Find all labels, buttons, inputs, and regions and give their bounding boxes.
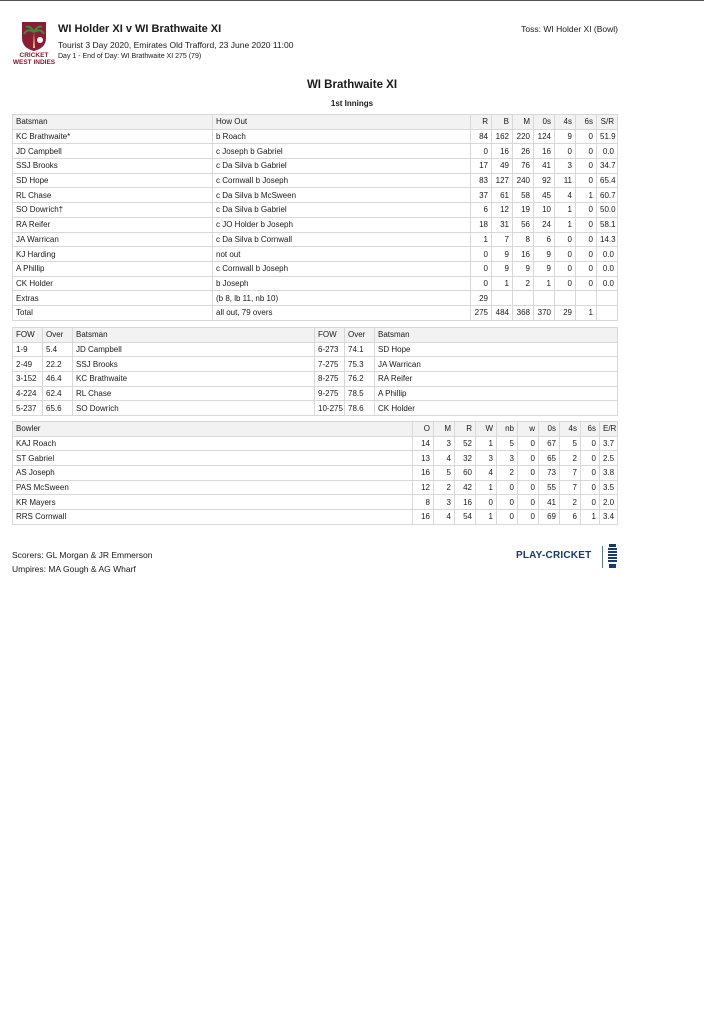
fow-header-row (13, 328, 618, 343)
scorers: Scorers: GL Morgan & JR Emmerson (12, 550, 153, 560)
table-row (13, 203, 618, 218)
batting-cell: JD Campbell (13, 144, 213, 159)
batting-cell: 127 (492, 173, 513, 188)
logo-line-2: WEST INDIES (12, 59, 56, 66)
bowling-header-cell: nb (497, 422, 518, 437)
batting-cell: 0 (576, 173, 597, 188)
table-row (13, 129, 618, 144)
batting-cell: 1 (471, 232, 492, 247)
bowling-cell: 1 (476, 510, 497, 525)
bowling-cell: 0 (497, 495, 518, 510)
bowling-cell: 60 (455, 466, 476, 481)
play-cricket-logo: PLAY-CRICKET (516, 550, 592, 561)
fow-cell: 65.6 (43, 401, 73, 416)
bowling-header-cell: R (455, 422, 476, 437)
batting-header-cell: R (471, 115, 492, 130)
table-row (13, 247, 618, 262)
batting-cell: 0 (576, 261, 597, 276)
bowling-header-cell: 6s (581, 422, 600, 437)
batting-cell: b Joseph (213, 276, 471, 291)
batting-cell: 56 (513, 217, 534, 232)
bowling-cell: 5 (497, 436, 518, 451)
bowling-cell: 0 (518, 480, 539, 495)
ecb-crest-icon (607, 544, 618, 570)
batting-cell (555, 291, 576, 306)
batting-cell: 14.3 (597, 232, 618, 247)
fow-cell: 3-152 (13, 372, 43, 387)
fow-cell: 22.2 (43, 357, 73, 372)
bowling-cell: 0 (581, 466, 600, 481)
bowling-cell: 0 (476, 495, 497, 510)
batting-cell: RA Reifer (13, 217, 213, 232)
batting-cell: SSJ Brooks (13, 159, 213, 174)
bowling-cell: 69 (539, 510, 560, 525)
batting-cell: 0 (555, 144, 576, 159)
batting-cell: 10 (534, 203, 555, 218)
fow-cell: SSJ Brooks (73, 357, 315, 372)
batting-cell: 83 (471, 173, 492, 188)
fow-cell: 75.3 (345, 357, 375, 372)
match-status: Day 1 - End of Day: WI Brathwaite XI 275 (79) (58, 53, 202, 60)
batting-cell: 0.0 (597, 144, 618, 159)
batting-cell: 50.0 (597, 203, 618, 218)
batting-cell: 0 (471, 276, 492, 291)
fow-cell: 7-275 (315, 357, 345, 372)
bowling-header-row (13, 422, 618, 437)
bowling-cell: 4 (434, 510, 455, 525)
fow-cell: 74.1 (345, 342, 375, 357)
batting-cell: 92 (534, 173, 555, 188)
bowling-header-cell: W (476, 422, 497, 437)
fow-cell: 5-237 (13, 401, 43, 416)
table-row (13, 276, 618, 291)
batting-cell: 9 (492, 261, 513, 276)
match-header (12, 20, 618, 72)
bowling-cell: 67 (539, 436, 560, 451)
bowling-header-cell: 4s (560, 422, 581, 437)
batting-cell: 19 (513, 203, 534, 218)
bowling-cell: RRS Cornwall (13, 510, 413, 525)
fow-cell: SD Hope (375, 342, 618, 357)
table-row (13, 480, 618, 495)
batting-header-cell: How Out (213, 115, 471, 130)
batting-cell: 0 (576, 247, 597, 262)
table-row (13, 372, 618, 387)
batting-cell: 16 (534, 144, 555, 159)
batting-cell: 2 (513, 276, 534, 291)
bowling-cell: 0 (497, 480, 518, 495)
bowling-cell: 3 (476, 451, 497, 466)
batting-cell: 0 (576, 159, 597, 174)
fow-cell: KC Brathwaite (73, 372, 315, 387)
batting-cell: b Roach (213, 129, 471, 144)
bowling-cell: 0 (581, 436, 600, 451)
bowling-cell: KAJ Roach (13, 436, 413, 451)
batting-header-cell: M (513, 115, 534, 130)
table-row (13, 451, 618, 466)
batting-header-cell: S/R (597, 115, 618, 130)
bowling-cell: 4 (434, 451, 455, 466)
fow-cell: 78.6 (345, 401, 375, 416)
table-row (13, 261, 618, 276)
batting-cell: 37 (471, 188, 492, 203)
batting-cell: c Cornwall b Joseph (213, 261, 471, 276)
batting-cell: 0 (576, 203, 597, 218)
batting-cell: 240 (513, 173, 534, 188)
table-row (13, 232, 618, 247)
batting-cell: 162 (492, 129, 513, 144)
batting-cell: KC Brathwaite* (13, 129, 213, 144)
fow-header-cell: FOW (13, 328, 43, 343)
bowling-cell: 12 (413, 480, 434, 495)
bowling-table (12, 421, 618, 525)
fow-cell: A Phillip (375, 386, 618, 401)
batting-cell (576, 291, 597, 306)
brand-divider (602, 546, 603, 568)
batting-cell: 0.0 (597, 276, 618, 291)
fow-cell: 78.5 (345, 386, 375, 401)
batting-cell: 0 (555, 232, 576, 247)
batting-cell: 0 (471, 144, 492, 159)
batting-cell: SO Dowrich† (13, 203, 213, 218)
batting-cell: 29 (471, 291, 492, 306)
match-subtitle: Tourist 3 Day 2020, Emirates Old Trafford, 23 June 2020 11:00 (58, 40, 294, 50)
batting-cell: c Da Silva b McSween (213, 188, 471, 203)
bowling-cell: 0 (518, 495, 539, 510)
batting-table (12, 114, 618, 321)
batting-cell: 0 (576, 276, 597, 291)
batting-cell: 9 (534, 247, 555, 262)
bowling-cell: 3.8 (600, 466, 618, 481)
batting-cell: c Da Silva b Gabriel (213, 203, 471, 218)
fow-header-cell: Batsman (375, 328, 618, 343)
batting-cell: 18 (471, 217, 492, 232)
table-row (13, 342, 618, 357)
batting-cell: 31 (492, 217, 513, 232)
bowling-cell: 13 (413, 451, 434, 466)
bowling-cell: 32 (455, 451, 476, 466)
umpires: Umpires: MA Gough & AG Wharf (12, 564, 136, 574)
table-row (13, 510, 618, 525)
batting-cell: 275 (471, 305, 492, 320)
bowling-cell: 2 (497, 466, 518, 481)
match-title: WI Holder XI v WI Brathwaite XI (58, 23, 222, 35)
fow-cell: 10-275 (315, 401, 345, 416)
batting-cell: (b 8, lb 11, nb 10) (213, 291, 471, 306)
fow-cell: SO Dowrich (73, 401, 315, 416)
top-border (0, 0, 704, 1)
batting-cell: 0.0 (597, 247, 618, 262)
batting-cell: 9 (492, 247, 513, 262)
fow-cell: 46.4 (43, 372, 73, 387)
bowling-cell: KR Mayers (13, 495, 413, 510)
batting-cell: 1 (576, 188, 597, 203)
batting-header-cell: 0s (534, 115, 555, 130)
batting-cell: Extras (13, 291, 213, 306)
bowling-cell: 0 (581, 480, 600, 495)
bowling-cell: 3 (434, 495, 455, 510)
batting-cell: 65.4 (597, 173, 618, 188)
fow-header-cell: FOW (315, 328, 345, 343)
bowling-cell: 2 (560, 495, 581, 510)
toss-info: Toss: WI Holder XI (Bowl) (521, 24, 618, 34)
fow-header-cell: Over (43, 328, 73, 343)
batting-cell (597, 305, 618, 320)
batting-cell: JA Warrican (13, 232, 213, 247)
bowling-cell: 1 (581, 510, 600, 525)
bowling-header-cell: O (413, 422, 434, 437)
bowling-cell: 73 (539, 466, 560, 481)
batting-cell: KJ Harding (13, 247, 213, 262)
bowling-cell: 16 (455, 495, 476, 510)
batting-cell: 0 (555, 247, 576, 262)
bowling-cell: 2 (434, 480, 455, 495)
bowling-cell: 8 (413, 495, 434, 510)
batting-cell: 84 (471, 129, 492, 144)
batting-cell: c JO Holder b Joseph (213, 217, 471, 232)
batting-cell: 9 (555, 129, 576, 144)
fow-header-cell: Batsman (73, 328, 315, 343)
bowling-cell: 0 (518, 451, 539, 466)
batting-cell: 370 (534, 305, 555, 320)
fow-cell: 2-49 (13, 357, 43, 372)
bowling-cell: 52 (455, 436, 476, 451)
batting-cell: not out (213, 247, 471, 262)
fow-cell: 76.2 (345, 372, 375, 387)
batting-cell: 0 (471, 247, 492, 262)
batting-cell: 7 (492, 232, 513, 247)
bowling-header-cell: M (434, 422, 455, 437)
table-row (13, 291, 618, 306)
batting-cell: 9 (534, 261, 555, 276)
bowling-cell: 3.4 (600, 510, 618, 525)
bowling-cell: PAS McSween (13, 480, 413, 495)
table-row (13, 466, 618, 481)
batting-cell: 4 (555, 188, 576, 203)
batting-cell: 0 (471, 261, 492, 276)
bowling-cell: 0 (497, 510, 518, 525)
table-row (13, 305, 618, 320)
batting-cell (534, 291, 555, 306)
batting-header-row (13, 115, 618, 130)
palm-shield-icon (12, 20, 56, 52)
bowling-cell: 0 (518, 466, 539, 481)
fow-cell: 9-275 (315, 386, 345, 401)
bowling-cell: 1 (476, 436, 497, 451)
batting-cell: 124 (534, 129, 555, 144)
table-row (13, 188, 618, 203)
bowling-cell: 42 (455, 480, 476, 495)
batting-cell: c Cornwall b Joseph (213, 173, 471, 188)
batting-cell: c Joseph b Gabriel (213, 144, 471, 159)
table-row (13, 386, 618, 401)
batting-cell: 8 (513, 232, 534, 247)
bowling-cell: 0 (581, 495, 600, 510)
fow-cell: 62.4 (43, 386, 73, 401)
bowling-cell: 3.7 (600, 436, 618, 451)
bowling-header-cell: w (518, 422, 539, 437)
batting-cell: 3 (555, 159, 576, 174)
bowling-header-cell: 0s (539, 422, 560, 437)
bowling-header-cell: E/R (600, 422, 618, 437)
batting-cell: 368 (513, 305, 534, 320)
batting-cell: 0 (576, 232, 597, 247)
bowling-cell: 55 (539, 480, 560, 495)
batting-cell (597, 291, 618, 306)
bowling-cell: 2.0 (600, 495, 618, 510)
bowling-header-cell: Bowler (13, 422, 413, 437)
bowling-cell: 0 (518, 510, 539, 525)
bowling-cell: 41 (539, 495, 560, 510)
bowling-cell: 65 (539, 451, 560, 466)
bowling-cell: 16 (413, 466, 434, 481)
bowling-cell: 4 (476, 466, 497, 481)
batting-cell: RL Chase (13, 188, 213, 203)
batting-header-cell: 6s (576, 115, 597, 130)
bowling-cell: 7 (560, 480, 581, 495)
bowling-cell: 3 (434, 436, 455, 451)
batting-cell: CK Holder (13, 276, 213, 291)
table-row (13, 357, 618, 372)
fow-cell: 5.4 (43, 342, 73, 357)
batting-cell: SD Hope (13, 173, 213, 188)
batting-cell: A Phillip (13, 261, 213, 276)
batting-cell: Total (13, 305, 213, 320)
batting-cell (492, 291, 513, 306)
batting-cell: 49 (492, 159, 513, 174)
batting-cell: 0 (555, 261, 576, 276)
fow-cell: JD Campbell (73, 342, 315, 357)
batting-cell: 9 (513, 261, 534, 276)
batting-cell: 26 (513, 144, 534, 159)
bowling-cell: 0 (581, 451, 600, 466)
fow-header-cell: Over (345, 328, 375, 343)
batting-cell: c Da Silva b Cornwall (213, 232, 471, 247)
logo-line-1: CRICKET (19, 52, 49, 59)
table-row (13, 401, 618, 416)
bowling-cell: 3 (497, 451, 518, 466)
batting-header-cell: 4s (555, 115, 576, 130)
batting-cell: 0.0 (597, 261, 618, 276)
batting-cell: 17 (471, 159, 492, 174)
batting-cell: 6 (471, 203, 492, 218)
batting-cell: 45 (534, 188, 555, 203)
batting-cell: 1 (492, 276, 513, 291)
batting-cell: 1 (555, 217, 576, 232)
bowling-cell: 5 (560, 436, 581, 451)
bowling-cell: 16 (413, 510, 434, 525)
cricket-west-indies-logo (12, 20, 56, 70)
batting-cell: 6 (534, 232, 555, 247)
fow-cell: 4-224 (13, 386, 43, 401)
fow-cell: 1-9 (13, 342, 43, 357)
fow-cell: CK Holder (375, 401, 618, 416)
bowling-cell: 1 (476, 480, 497, 495)
bowling-cell: 2 (560, 451, 581, 466)
fow-cell: JA Warrican (375, 357, 618, 372)
fow-cell: 6-273 (315, 342, 345, 357)
bowling-cell: 7 (560, 466, 581, 481)
bowling-cell: 6 (560, 510, 581, 525)
batting-cell: 29 (555, 305, 576, 320)
batting-cell: 34.7 (597, 159, 618, 174)
table-row (13, 144, 618, 159)
batting-cell: 1 (534, 276, 555, 291)
batting-cell: 41 (534, 159, 555, 174)
bowling-cell: 2.5 (600, 451, 618, 466)
batting-cell: all out, 79 overs (213, 305, 471, 320)
batting-cell: 220 (513, 129, 534, 144)
batting-cell: 1 (555, 203, 576, 218)
fow-cell: RA Reifer (375, 372, 618, 387)
batting-cell (513, 291, 534, 306)
bowling-cell: 3.5 (600, 480, 618, 495)
table-row (13, 436, 618, 451)
batting-cell: 58.1 (597, 217, 618, 232)
bowling-cell: 0 (518, 436, 539, 451)
batting-cell: 51.9 (597, 129, 618, 144)
batting-cell: 60.7 (597, 188, 618, 203)
fow-cell: RL Chase (73, 386, 315, 401)
table-row (13, 495, 618, 510)
bowling-cell: 14 (413, 436, 434, 451)
batting-cell: 76 (513, 159, 534, 174)
table-row (13, 217, 618, 232)
batting-cell: 484 (492, 305, 513, 320)
batting-header-cell: B (492, 115, 513, 130)
batting-cell: c Da Silva b Gabriel (213, 159, 471, 174)
fall-of-wickets-table (12, 327, 618, 416)
batting-cell: 0 (576, 217, 597, 232)
batting-cell: 16 (492, 144, 513, 159)
innings-label: 1st Innings (330, 99, 374, 108)
batting-cell: 0 (576, 129, 597, 144)
bowling-cell: 54 (455, 510, 476, 525)
batting-cell: 24 (534, 217, 555, 232)
batting-cell: 58 (513, 188, 534, 203)
batting-cell: 61 (492, 188, 513, 203)
bowling-cell: 5 (434, 466, 455, 481)
team-name: WI Brathwaite XI (306, 79, 398, 91)
bowling-cell: AS Joseph (13, 466, 413, 481)
batting-header-cell: Batsman (13, 115, 213, 130)
batting-cell: 0 (576, 144, 597, 159)
table-row (13, 159, 618, 174)
batting-cell: 11 (555, 173, 576, 188)
bowling-cell: ST Gabriel (13, 451, 413, 466)
batting-cell: 1 (576, 305, 597, 320)
batting-cell: 12 (492, 203, 513, 218)
batting-cell: 0 (555, 276, 576, 291)
batting-cell: 16 (513, 247, 534, 262)
fow-cell: 8-275 (315, 372, 345, 387)
table-row (13, 173, 618, 188)
